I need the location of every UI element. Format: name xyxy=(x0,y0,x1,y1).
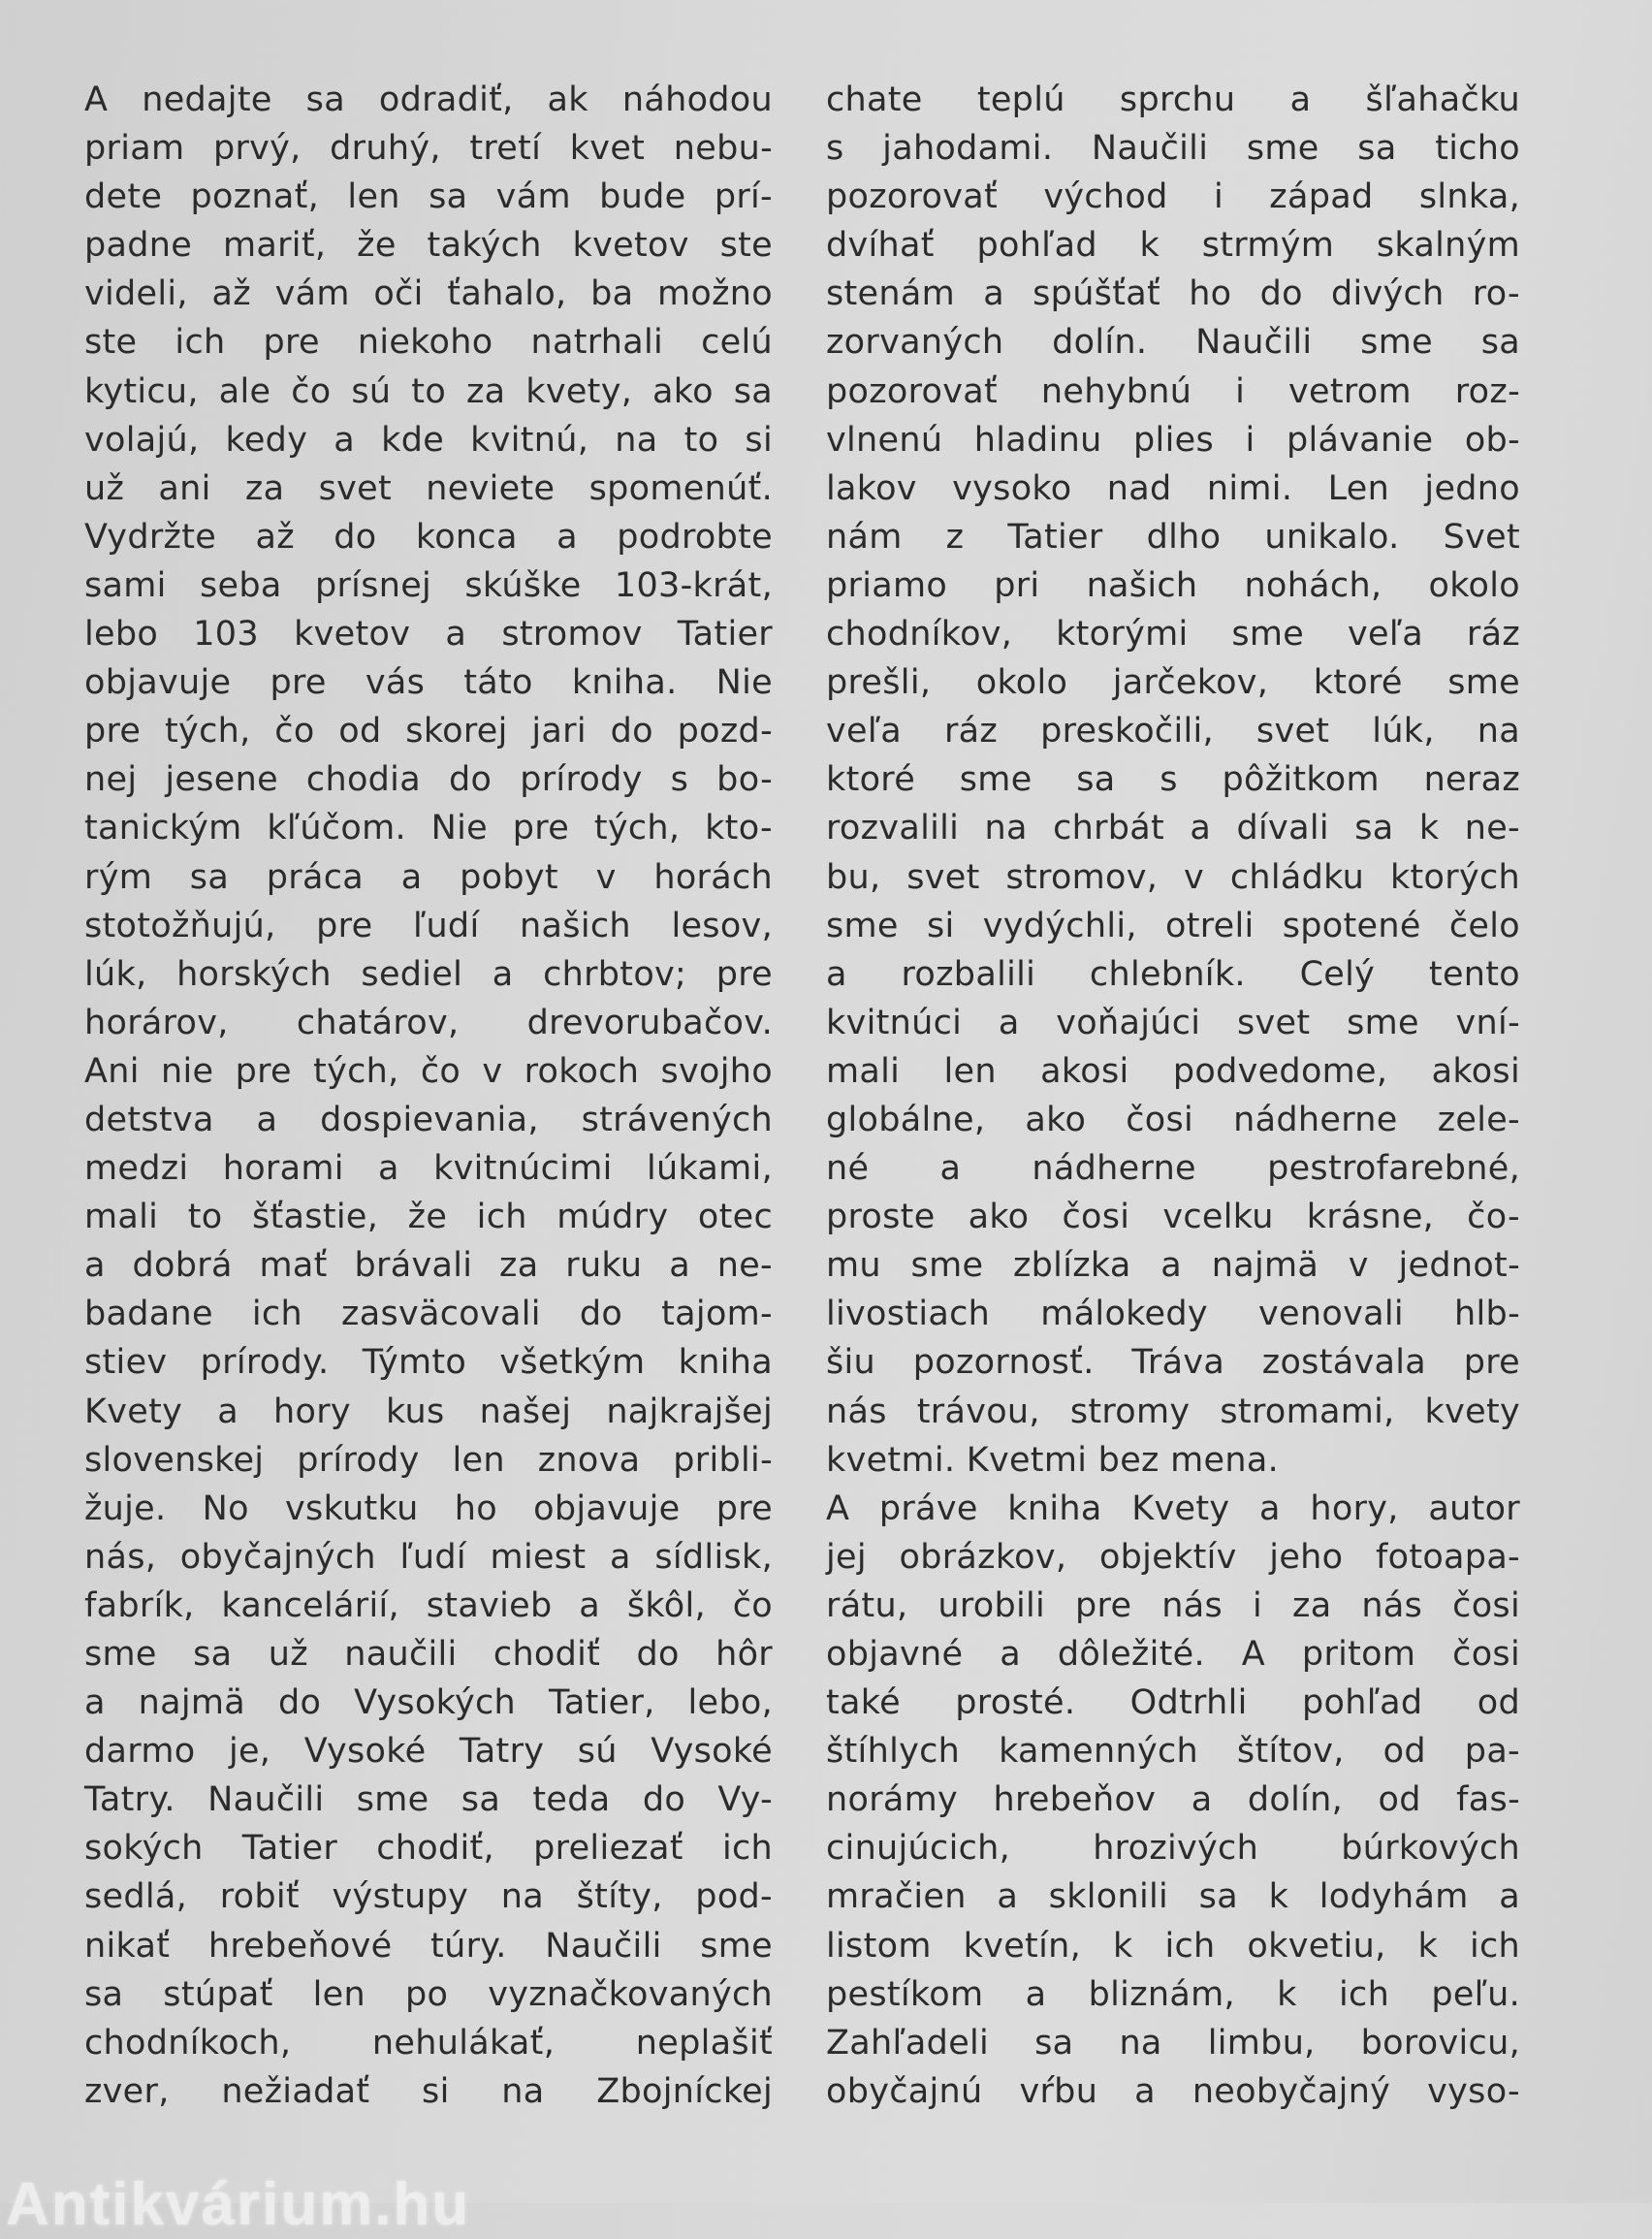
text-line: stiev prírody. Týmto všetkým kniha xyxy=(84,1343,773,1383)
text-line: kyticu, ale čo sú to za kvety, ako sa xyxy=(84,371,773,411)
text-line: dete poznať, len sa vám bude prí- xyxy=(84,177,773,217)
text-line: nikať hrebeňové túry. Naučili sme xyxy=(84,1926,773,1966)
text-line: detstva a dospievania, strávených xyxy=(84,1100,773,1139)
text-line: A nedajte sa odradiť, ak náhodou xyxy=(84,80,773,119)
text-line: rozvalili na chrbát a dívali sa k ne- xyxy=(826,809,1520,848)
text-line: chate teplú sprchu a šľahačku xyxy=(826,80,1520,119)
text-line: rátu, urobili pre nás i za nás čosi xyxy=(826,1585,1520,1625)
text-line: padne mariť, že takých kvetov ste xyxy=(84,226,773,266)
text-line: pozorovať východ i západ slnka, xyxy=(826,177,1520,217)
text-line: štíhlych kamenných štítov, od pa- xyxy=(826,1732,1520,1772)
text-line: lúk, horských sediel a chrbtov; pre xyxy=(84,954,773,994)
text-line: ste ich pre niekoho natrhali celú xyxy=(84,323,773,363)
text-line: nej jesene chodia do prírody s bo- xyxy=(84,760,773,800)
text-line: nám z Tatier dlho unikalo. Svet xyxy=(826,517,1520,557)
watermark: Antikvárium.hu xyxy=(6,2171,471,2238)
text-line: stotožňujú, pre ľudí našich lesov, xyxy=(84,906,773,945)
text-line: objavné a dôležité. A pritom čosi xyxy=(826,1635,1520,1674)
text-line: a najmä do Vysokých Tatier, lebo, xyxy=(84,1683,773,1723)
text-line: a rozbalili chlebník. Celý tento xyxy=(826,954,1520,994)
text-line: mali to šťastie, že ich múdry otec xyxy=(84,1198,773,1237)
text-line: obyčajnú vŕbu a neobyčajný vyso- xyxy=(826,2071,1520,2111)
text-line: Tatry. Naučili sme sa teda do Vy- xyxy=(84,1780,773,1820)
text-line: vlnenú hladinu plies i plávanie ob- xyxy=(826,420,1520,460)
text-line: medzi horami a kvitnúcimi lúkami, xyxy=(84,1149,773,1189)
text-line: nás, obyčajných ľudí miest a sídlisk, xyxy=(84,1537,773,1577)
text-line: Ani nie pre tých, čo v rokoch svojho xyxy=(84,1051,773,1091)
text-line: badane ich zasväcovali do tajom- xyxy=(84,1295,773,1334)
text-line: veľa ráz preskočili, svet lúk, na xyxy=(826,712,1520,752)
text-line: zver, nežiadať si na Zbojníckej xyxy=(84,2071,773,2111)
text-line: mali len akosi podvedome, akosi xyxy=(826,1051,1520,1091)
text-line: sa stúpať len po vyznačkovaných xyxy=(84,1974,773,2014)
text-line: cinujúcich, hrozivých búrkových xyxy=(826,1829,1520,1869)
text-line: pestíkom a bliznám, k ich peľu. xyxy=(826,1974,1520,2014)
text-line: pre tých, čo od skorej jari do pozd- xyxy=(84,712,773,752)
text-line: sme si vydýchli, otreli spotené čelo xyxy=(826,906,1520,945)
text-line: A práve kniha Kvety a hory, autor xyxy=(826,1488,1520,1528)
text-line: listom kvetín, k ich okvetiu, k ich xyxy=(826,1926,1520,1966)
text-line: Kvety a hory kus našej najkrajšej xyxy=(84,1391,773,1431)
text-line: slovenskej prírody len znova pribli- xyxy=(84,1440,773,1480)
text-line: priam prvý, druhý, tretí kvet nebu- xyxy=(84,129,773,169)
text-column-left xyxy=(84,76,773,2116)
text-line: kvitnúci a voňajúci svet sme vní- xyxy=(826,1003,1520,1042)
text-line: rým sa práca a pobyt v horách xyxy=(84,857,773,897)
text-line: žuje. No vskutku ho objavuje pre xyxy=(84,1488,773,1528)
text-line: Zahľadeli sa na limbu, borovicu, xyxy=(826,2023,1520,2063)
text-line: tanickým kľúčom. Nie pre tých, kto- xyxy=(84,809,773,848)
text-line: chodníkoch, nehulákať, neplašiť xyxy=(84,2023,773,2063)
text-line: globálne, ako čosi nádherne zele- xyxy=(826,1100,1520,1139)
text-line: pozorovať nehybnú i vetrom roz- xyxy=(826,371,1520,411)
text-line: videli, až vám oči ťahalo, ba možno xyxy=(84,274,773,314)
text-line: fabrík, kancelárií, stavieb a škôl, čo xyxy=(84,1585,773,1625)
text-line: sme sa už naučili chodiť do hôr xyxy=(84,1635,773,1674)
text-line: sami seba prísnej skúške 103-krát, xyxy=(84,565,773,605)
text-line: bu, svet stromov, v chládku ktorých xyxy=(826,857,1520,897)
text-line: mu sme zblízka a najmä v jednot- xyxy=(826,1246,1520,1286)
text-line: dvíhať pohľad k strmým skalným xyxy=(826,226,1520,266)
text-line: lakov vysoko nad nimi. Len jedno xyxy=(826,468,1520,508)
text-line: také prosté. Odtrhli pohľad od xyxy=(826,1683,1520,1723)
text-line: prešli, okolo jarčekov, ktoré sme xyxy=(826,663,1520,703)
text-line: horárov, chatárov, drevorubačov. xyxy=(84,1003,773,1042)
text-line: už ani za svet neviete spomenúť. xyxy=(84,468,773,508)
text-line: priamo pri našich nohách, okolo xyxy=(826,565,1520,605)
text-line: objavuje pre vás táto kniha. Nie xyxy=(84,663,773,703)
text-line: darmo je, Vysoké Tatry sú Vysoké xyxy=(84,1732,773,1772)
text-line: jej obrázkov, objektív jeho fotoapa- xyxy=(826,1537,1520,1577)
text-line: s jahodami. Naučili sme sa ticho xyxy=(826,129,1520,169)
text-line: lebo 103 kvetov a stromov Tatier xyxy=(84,615,773,655)
text-line: zorvaných dolín. Naučili sme sa xyxy=(826,323,1520,363)
text-line: norámy hrebeňov a dolín, od fas- xyxy=(826,1780,1520,1820)
text-line: stenám a spúšťať ho do divých ro- xyxy=(826,274,1520,314)
text-line: chodníkov, ktorými sme veľa ráz xyxy=(826,615,1520,655)
text-line: šiu pozornosť. Tráva zostávala pre xyxy=(826,1343,1520,1383)
text-line: nás trávou, stromy stromami, kvety xyxy=(826,1391,1520,1431)
text-line: livostiach málokedy venovali hlb- xyxy=(826,1295,1520,1334)
text-line: a dobrá mať brávali za ruku a ne- xyxy=(84,1246,773,1286)
text-line: mračien a sklonili sa k lodyhám a xyxy=(826,1877,1520,1917)
text-column-right xyxy=(826,76,1520,2116)
text-line: sedlá, robiť výstupy na štíty, pod- xyxy=(84,1877,773,1917)
text-line: ktoré sme sa s pôžitkom neraz xyxy=(826,760,1520,800)
text-line: kvetmi. Kvetmi bez mena. xyxy=(826,1440,1280,1480)
text-line: volajú, kedy a kde kvitnú, na to si xyxy=(84,420,773,460)
text-line: Vydržte až do konca a podrobte xyxy=(84,517,773,557)
text-line: proste ako čosi vcelku krásne, čo- xyxy=(826,1198,1520,1237)
text-line: né a nádherne pestrofarebné, xyxy=(826,1149,1520,1189)
text-line: sokých Tatier chodiť, preliezať ich xyxy=(84,1829,773,1869)
